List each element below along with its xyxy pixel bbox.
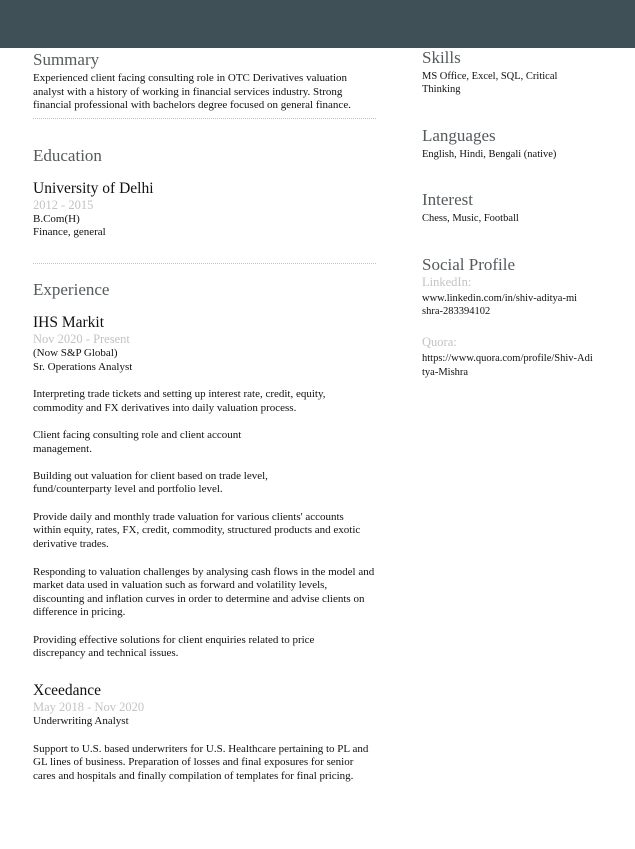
job-role: Sr. Operations Analyst (33, 360, 133, 373)
interest-title: Interest (422, 190, 473, 210)
job-paragraph: Building out valuation for client based on trade level, fund/counterparty level and portfolio level. (33, 469, 268, 496)
interest-section (422, 190, 607, 225)
degree: B.Com(H) (33, 212, 80, 225)
job-paragraph: Support to U.S. based underwriters for U.S. Healthcare pertaining to PL and GL lines of business. Preparation of losses and final exposures for senior cares and hospitals and finally compilation of templates for final pricing. (33, 742, 369, 782)
skills-text: MS Office, Excel, SQL, Critical Thinking (422, 71, 558, 96)
social-title: Social Profile (422, 254, 516, 274)
job-paragraph: Interpreting trade tickets and setting up interest rate, credit, equity, commodity and FX derivatives into daily valuation process. (33, 388, 326, 414)
interest-text: Chess, Music, Football (422, 213, 519, 225)
company-subtitle: (Now S&P Global) (33, 346, 118, 359)
languages-section (422, 126, 607, 161)
quora-label: Quora: (422, 335, 457, 350)
education-section (33, 146, 378, 240)
job-entry (33, 682, 378, 783)
summary-text: Experienced client facing consulting role in OTC Derivatives valuation analyst with a history of working in financial services industry. Strong financial professional with bachelors degree focused on general finance. (33, 72, 351, 112)
company-name: IHS Markit (33, 313, 105, 331)
linkedin-link[interactable]: www.linkedin.com/in/shiv-aditya-mishra-283394102 (422, 292, 578, 318)
summary-title: Summary (33, 50, 100, 69)
education-title: Education (33, 145, 102, 165)
social-section (422, 255, 607, 380)
company-name: Xceedance (33, 682, 101, 700)
languages-text: English, Hindi, Bengali (native) (422, 148, 557, 160)
divider (33, 263, 376, 264)
skills-section (422, 48, 607, 97)
languages-title: Languages (422, 125, 496, 145)
experience-section (33, 280, 378, 783)
job-paragraph: Providing effective solutions for client enquiries related to price discrepancy and technical issues. (33, 633, 315, 660)
education-dates: 2012 - 2015 (33, 197, 94, 212)
job-entry (33, 314, 378, 661)
skills-title: Skills (422, 48, 461, 67)
job-role: Underwriting Analyst (33, 715, 129, 728)
linkedin-label: LinkedIn: (422, 274, 472, 289)
job-paragraph: Client facing consulting role and client account management. (33, 429, 242, 455)
main-column (33, 50, 378, 783)
divider (33, 118, 376, 119)
school-name: University of Delhi (33, 179, 154, 197)
job-paragraph: Responding to valuation challenges by analysing cash flows in the model and market data used in valuation such as forward and volatility levels, discounting and inflation curves in order to determine and advise clients on difference in pricing. (33, 565, 375, 619)
experience-title: Experience (33, 279, 110, 299)
job-dates: May 2018 - Nov 2020 (33, 700, 145, 715)
job-dates: Nov 2020 - Present (33, 331, 130, 346)
header-bar (0, 0, 635, 48)
summary-section (33, 50, 378, 113)
sidebar-column (422, 48, 607, 379)
quora-link[interactable]: https://www.quora.com/profile/Shiv-Aditya-Mishra (422, 353, 593, 378)
job-paragraph: Provide daily and monthly trade valuation for various clients' accounts within equity, rates, FX, credit, commodity, structured products and exotic derivative trades. (33, 510, 361, 550)
field-of-study: Finance, general (33, 226, 106, 239)
